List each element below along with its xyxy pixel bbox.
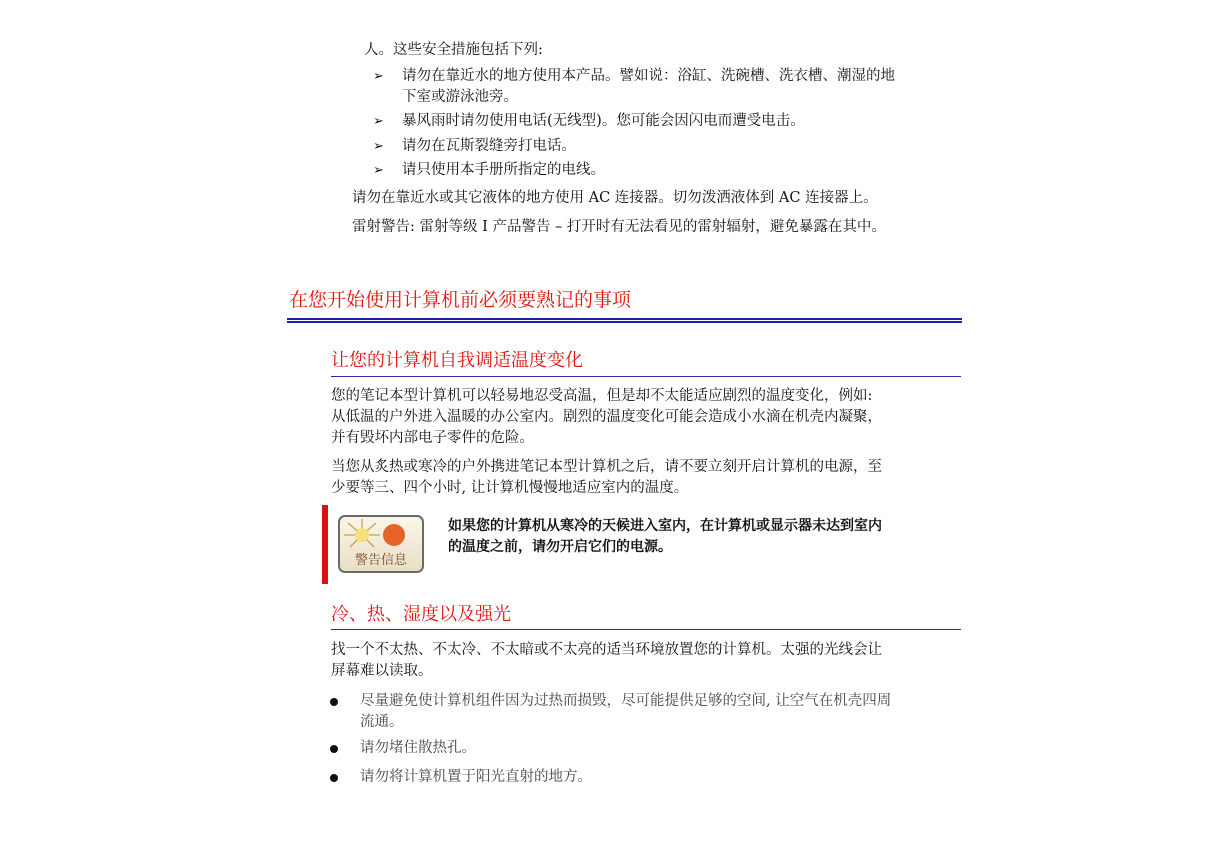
subsection-title-temperature: 让您的计算机自我调适温度变化 <box>331 350 583 371</box>
paragraph-line: 从低温的户外进入温暖的办公室内。剧烈的温度变化可能会造成小水滴在机壳内凝聚， <box>331 409 882 425</box>
list-item <box>402 66 895 108</box>
warning-message-icon <box>338 515 424 573</box>
bullet-dot-icon <box>330 698 338 706</box>
paragraph-line: 并有毁坏内部电子零件的危险。 <box>331 430 534 446</box>
warning-icon-label: 警告信息 <box>354 553 408 568</box>
bullet-dot-icon <box>330 774 338 782</box>
paragraph-line: 屏幕难以读取。 <box>331 663 433 679</box>
bullet-dot-icon <box>330 745 338 753</box>
subsection-rule <box>331 629 961 630</box>
section-rule-bottom <box>287 321 962 323</box>
warning-callout-bar <box>322 505 328 584</box>
temperature-paragraph-2 <box>331 457 961 499</box>
ac-adapter-paragraph: 请勿在靠近水或其它液体的地方使用 AC 连接器。切勿泼洒液体到 AC 连接器上。 <box>352 190 878 206</box>
list-item: 请勿堵住散热孔。 <box>360 740 476 756</box>
list-item: 请勿将计算机置于阳光直射的地方。 <box>360 769 592 785</box>
list-item-line: 下室或游泳池旁。 <box>402 89 518 105</box>
warning-line: 的温度之前，请勿开启它们的电源。 <box>448 539 672 555</box>
temperature-paragraph-1 <box>331 386 961 449</box>
list-item: 请勿在瓦斯裂缝旁打电话。 <box>402 138 576 154</box>
list-item-line: 流通。 <box>360 714 404 730</box>
subsection-title-environment: 冷、热、湿度以及强光 <box>331 604 511 625</box>
warning-message <box>448 516 882 558</box>
paragraph-line: 找一个不太热、不太冷、不太暗或不太亮的适当环境放置您的计算机。太强的光线会让 <box>331 642 882 658</box>
arrow-bullet-icon: ➢ <box>373 114 384 129</box>
subsection-rule <box>331 376 961 377</box>
paragraph-line: 当您从炙热或寒冷的户外携进笔记本型计算机之后，请不要立刻开启计算机的电源，至 <box>331 459 882 475</box>
list-item <box>360 691 891 733</box>
list-item-line: 尽量避免使计算机组件因为过热而损毁，尽可能提供足够的空间, 让空气在机壳四周 <box>360 693 892 709</box>
list-item-line: 请勿在靠近水的地方使用本产品。譬如说：浴缸、洗碗槽、洗衣槽、潮湿的地 <box>402 68 895 84</box>
intro-text: 人。这些安全措施包括下列: <box>364 42 543 58</box>
section-rule-top <box>287 318 962 320</box>
environment-paragraph <box>331 640 961 682</box>
section-title: 在您开始使用计算机前必须要熟记的事项 <box>289 289 632 311</box>
arrow-bullet-icon: ➢ <box>373 163 384 178</box>
paragraph-line: 您的笔记本型计算机可以轻易地忍受高温，但是却不太能适应剧烈的温度变化，例如: <box>331 388 873 404</box>
warning-line: 如果您的计算机从寒冷的天候进入室内，在计算机或显示器未达到室内 <box>448 518 882 534</box>
laser-warning-paragraph: 雷射警告: 雷射等级 I 产品警告 – 打开时有无法看见的雷射辐射，避免暴露在其中。 <box>352 219 886 235</box>
arrow-bullet-icon: ➢ <box>373 69 384 84</box>
paragraph-line: 少要等三、四个小时, 让计算机慢慢地适应室内的温度。 <box>331 480 689 496</box>
list-item: 暴风雨时请勿使用电话(无线型)。您可能会因闪电而遭受电击。 <box>402 113 805 129</box>
list-item: 请只使用本手册所指定的电线。 <box>402 162 605 178</box>
arrow-bullet-icon: ➢ <box>373 139 384 154</box>
